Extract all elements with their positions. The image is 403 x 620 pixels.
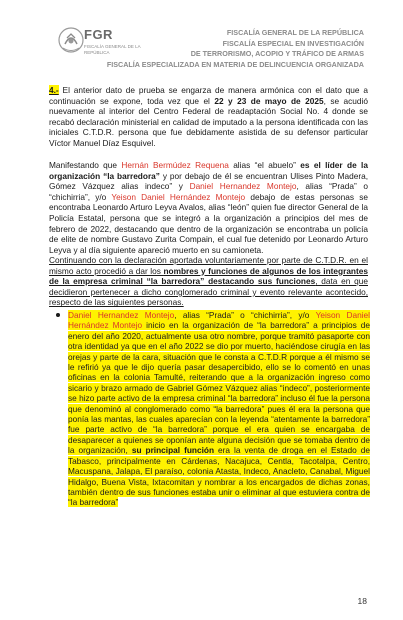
paragraph-continuation: Continuando con la declaración aportada voluntariamente por parte de C.T.D.R. en el mismo acto procedió a dar los nombres y funciones de algunos de los integrantes de la empresa criminal “la barredora” destacando sus funciones, data en que decidieron pertenecer a dicho conglomerado criminal y evento relevante acontecido, respecto de las siguientes personas. <box>49 255 368 308</box>
paragraph-statement: Manifestando que Hernán Bermúdez Requena alias “el abuelo” es el líder de la organización “la barredora” y por debajo de él se encuentran Ulises Pinto Madera, Gómez Vázquez alias indeco” y Daniel Hernandez Montejo, alias “Prada” o “chichirria”, y/o Yeison Daniel Hernández Montejo debajo de estas personas se encontraba Leonardo Arturo Leyva Avalos, alias “león” quien fue director General de la Policía Estatal, persona que se integró a la organización a principios del mes de febrero de 2022, destacando que dentro de la organización se encontraba un policía de elite de nombre Gustavo Zurita Compain, el cual fue detenido por Leonardo Arturo Leyva y al día siguiente apareció muerto en su camioneta. <box>49 160 369 255</box>
bullet-item-daniel <box>68 310 370 508</box>
bullet-text: Daniel Hernandez Montejo, alias “Prada” o “chichirria”, y/o Yeison Daniel Hernández Montejo inicio en la organización de “la barredora” a principios de enero del año 2020, actualmente usa otro nombre, porque tramitó pasaporte con otra identidad ya que en el año 2022 se dio por muerto, haciéndose cirugía en las orejas y parte de la cara, situación que le consta a C.T.D.R porque a él mismo se le refirió ya que le dijo quería pasar desapercibido, ello se lo comentó en unas oficinas en la colonia Tamulté, reiterando que a la organización ingreso como sicario y brazo armado de Gabriel Gómez Vázquez alias “indeco”, posteriormente se hizo parte activo de la empresa criminal “la barredora” incluso él fue la persona que denominó al conglomerado como “la barredora” pues él era la persona que ponía las mantas, las cuales aparecían con la leyenda “atentamente la barredora” fue parte activo de “la barredora” porque el era quien se encargaba de desaparecer a quienes se oponían ante alguna decisión que se tomaba dentro de la organización, su principal función era la venta de droga en el Estado de Tabasco, principalmente en Cárdenas, Nacajuca, Centla, Tacotalpa, Centro, Macuspana, Jalapa, El paraíso, colonia Atasta, Indeco, Anacleto, Canabal, Miguel Hidalgo, Buena Vista, Ixtacomitan y nombrar a los encargados de dichas zonas, también dentro de sus funciones estaba unir o eliminar al que estuviera contra de “la barredora” <box>68 310 371 508</box>
institution-line-3: DE TERRORISMO, ACOPIO Y TRÁFICO DE ARMAS <box>190 49 364 58</box>
bullet-icon <box>56 313 60 317</box>
bullet-name-1: Daniel Hernandez Montejo <box>68 310 175 320</box>
letterhead <box>0 0 403 78</box>
main-function-label: su principal función <box>131 445 215 456</box>
bullet-name-2: Yeison Daniel Hernández Montejo <box>68 310 370 331</box>
institution-line-1: FISCALÍA GENERAL DE LA REPÚBLICA <box>226 28 364 37</box>
paragraph-evidence-4: 4.- El anterior dato de prueba se engarza de manera armónica con el dato que a continuación se expone, toda vez que el 22 y 23 de mayo de 2025, se acudió nuevamente al interior del Centro Federal de readaptación Social No. 4 donde se recabó declaración ministerial en calidad de imputado a la persona identificada con las iniciales C.T.D.R. persona que fue debidamente asistida de su defensor particular Víctor Manuel Díaz Esquivel. <box>49 85 368 148</box>
name-redacted-1: Hernán Bermúdez Requena <box>121 160 229 170</box>
fgr-wordmark-subtitle: FISCALÍA GENERAL DE LA REPÚBLICA <box>84 44 141 55</box>
members-functions-heading: nombres y funciones de algunos de los integrantes de la empresa criminal “la barredora” destacando sus funciones <box>49 265 368 287</box>
institution-line-2: FISCALÍA ESPECIAL EN INVESTIGACIÓN <box>222 38 364 48</box>
name-redacted-2: Daniel Hernandez Montejo <box>189 181 297 192</box>
page-number: 18 <box>357 596 367 606</box>
leader-statement: es el líder de la organización “la barredora” <box>49 160 368 181</box>
paragraph-number: 4.- <box>49 85 59 95</box>
institution-lines <box>107 28 364 70</box>
fgr-wordmark: FGR <box>84 27 113 42</box>
institution-line-4: FISCALÍA ESPECIALIZADA EN MATERIA DE DELINCUENCIA ORGANIZADA <box>106 59 364 69</box>
name-redacted-3: Yeison Daniel Hernández Montejo <box>111 191 246 202</box>
declaration-dates: 22 y 23 de mayo de 2025 <box>214 95 324 106</box>
